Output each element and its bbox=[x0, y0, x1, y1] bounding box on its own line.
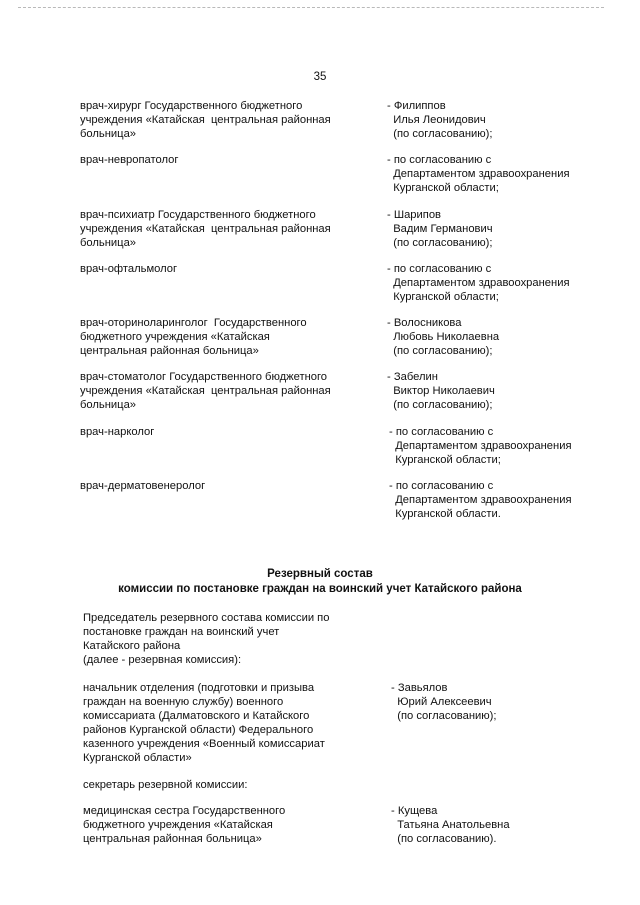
reserve-chair-role: начальник отделения (подготовки и призыва граждан на военную службу) военного комиссариата (Далматовского и Катайского районов Курганской области) Федерального казенного учреждения «Военный комиссариат Курганской области» bbox=[83, 682, 325, 764]
reserve-chair-label: Председатель резервного состава комиссии по постановке граждан на воинский учет Катайского района (далее - резервная комиссия): bbox=[83, 612, 330, 666]
page-number: 35 bbox=[313, 71, 327, 83]
member-person: - по согласованию с Департаментом здравоохранения Курганской области; bbox=[389, 426, 572, 466]
reserve-secretary-role: медицинская сестра Государственного бюджетного учреждения «Катайская центральная районная больница» bbox=[83, 805, 286, 845]
member-role: врач-невропатолог bbox=[80, 154, 179, 166]
member-person: - по согласованию с Департаментом здравоохранения Курганской области; bbox=[387, 154, 570, 194]
member-role: врач-психиатр Государственного бюджетного учреждения «Катайская центральная районная больница» bbox=[80, 209, 331, 249]
member-person: - по согласованию с Департаментом здравоохранения Курганской области. bbox=[389, 480, 572, 520]
member-person: - Шарипов Вадим Германович (по согласованию); bbox=[387, 209, 493, 249]
reserve-subtitle: комиссии по постановке граждан на воинский учет Катайского района bbox=[118, 583, 522, 595]
member-person: - Волосникова Любовь Николаевна (по согласованию); bbox=[387, 317, 500, 357]
reserve-secretary-person: - Кущева Татьяна Анатольевна (по согласованию). bbox=[391, 805, 510, 845]
member-role: врач-офтальмолог bbox=[80, 263, 178, 275]
member-role: врач-нарколог bbox=[80, 426, 155, 438]
reserve-title: Резервный состав bbox=[267, 568, 373, 580]
member-role: врач-хирург Государственного бюджетного учреждения «Катайская центральная районная больница» bbox=[80, 100, 331, 140]
member-role: врач-дерматовенеролог bbox=[80, 480, 206, 492]
scan-top-edge bbox=[18, 7, 604, 8]
member-role: врач-стоматолог Государственного бюджетного учреждения «Катайская центральная районная больница» bbox=[80, 371, 331, 411]
member-person: - Филиппов Илья Леонидович (по согласованию); bbox=[387, 100, 493, 140]
reserve-secretary-label: секретарь резервной комиссии: bbox=[83, 779, 248, 791]
member-role: врач-оториноларинголог Государственного бюджетного учреждения «Катайская центральная районная больница» bbox=[80, 317, 307, 357]
member-person: - Забелин Виктор Николаевич (по согласованию); bbox=[387, 371, 495, 411]
member-person: - по согласованию с Департаментом здравоохранения Курганской области; bbox=[387, 263, 570, 303]
reserve-chair-person: - Завьялов Юрий Алексеевич (по согласованию); bbox=[391, 682, 497, 722]
